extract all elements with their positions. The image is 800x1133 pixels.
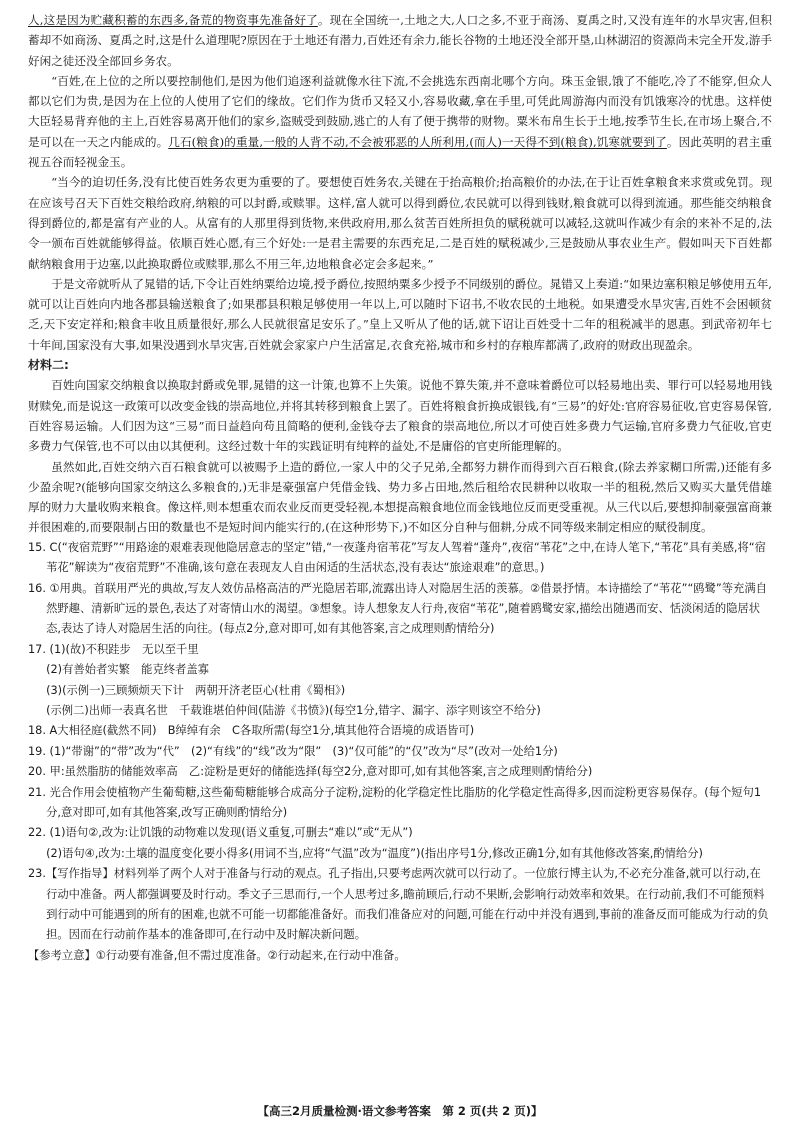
answer-23-reference-ideas: 【参考立意】①行动要有准备,但不需过度准备。②行动起来,在行动中准备。	[28, 948, 406, 962]
passage-paragraph: 于是文帝就听从了晁错的话,下令让百姓纳粟给边境,授予爵位,按照纳粟多少授予不同级别的爵位。晁错又上奏道:“如果边塞积粮足够使用五年,就可以让百姓向内地各郡县输送粮食了;如果郡县积粮足够使用一年以上,可以随时下诏书,不收农民的土地税。如果遭受水旱灾害,百姓不会困顿贫乏,天下安定祥和;粮食丰收且质量很好,那么人民就很富足安乐了。”皇上又听从了他的话,就下诏让百姓受十二年的租税减半的恩惠。到武帝初年七十年间,国家没有大事,如果没遇到水旱灾害,百姓就会家家户户生活富足,衣食充裕,城市和乡村的存粮库都满了,政府的财政出现盈余。	[28, 276, 772, 352]
answer-16: 16. ①用典。首联用严光的典故,写友人效仿品格高洁的严光隐居若耶,流露出诗人对隐居生活的羡慕。②借景抒情。本诗描绘了“苇花”“鸥鹭”等充满自然野趣、清新旷远的景色,表达了对寄情山水的渴望。③想象。诗人想象友人行舟,夜宿“苇花”,随着鸥鹭安家,描绘出随遇而安、恬淡闲适的隐居状态,表达了诗人对隐居生活的向往。(每点2分,意对即可,如有其他答案,言之成理则酌情给分)	[28, 581, 767, 636]
passage-paragraph: 百姓向国家交纳粮食以换取封爵或免罪,晁错的这一计策,也算不上失策。说他不算失策,并不意味着爵位可以轻易地出卖、罪行可以轻易地用钱财赎免,而是说这一政策可以改变金钱的崇高地位,并将其转移到粮食上罢了。百姓将粮食折换成银钱,有“三易”的好处:官府容易征收,官吏容易保管,百姓容易运输。人们因为这“三易”而日益趋向苟且简略的便利,金钱夺去了粮食的崇高地位,所以才可使百姓多费力气运输,官府多费力气征收,官吏多费力气保管,也不可以由以其便利。这经过数十年的实践证明有纯粹的益处,不是庸俗的官吏所能理解的。	[28, 378, 772, 454]
passage-paragraph: 虽然如此,百姓交纳六百石粮食就可以被赐予上造的爵位,一家人中的父子兄弟,全都努力耕作而得到六百石粮食,(除去养家糊口所需,)还能有多少盈余呢?(能够向国家交纳这么多粮食的,)无非是豪强富户凭借金钱、势力多占田地,然后租给农民耕种以收取一半的租税,然后又购买大量凭借雄厚的财力大量收购来粮食。像这样,则本想重农而农业反而更受轻视,本想提高粮食地位而金钱地位反而更受重视。从三代以后,要想抑制豪强富商兼并很困难的,而要限制占田的数量也不是短时间内能实行的,(在这种形势下,)不如区分自种与佃耕,分成不同等级来制定相应的赋役制度。	[28, 459, 772, 535]
answer-17-3: (3)(示例一)三顾频烦天下计 两朝开济老臣心(杜甫《蜀相》)	[46, 683, 346, 697]
answer-17-3-example: (示例二)出师一表真名世 千载谁堪伯仲间(陆游《书愤》)(每空1分,错字、漏字、添字则该空不给分)	[46, 703, 541, 717]
passage-paragraph: 人,这是因为贮藏积蓄的东西多,备荒的物资事先准备好了。现在全国统一,土地之大,人口之多,不亚于商汤、夏禹之时,又没有连年的水旱灾害,但积蓄却不如商汤、夏禹之时,这是什么道理呢?原因在于土地还有潜力,百姓还有余力,能长谷物的土地还没全部开垦,山林湖沼的资源尚未完全开发,游手好闲之徒还没全部回乡务农。	[28, 13, 773, 68]
answer-17-2: (2)有善始者实繁 能克终者盖寡	[46, 663, 209, 677]
answer-20: 20. 甲:虽然脂肪的储能效率高 乙:淀粉是更好的储能选择(每空2分,意对即可,如有其他答案,言之成理则酌情给分)	[28, 765, 593, 779]
underlined-sentence: 人,这是因为贮藏积蓄的东西多,备荒的物资事先准备好了	[28, 13, 318, 27]
answer-15: 15. C(“夜宿荒野”“用路途的艰难表现他隐居意志的坚定”错,“一夜蓬舟宿苇花”写友人驾着“蓬舟”,夜宿“苇花”之中,在诗人笔下,“苇花”具有美感,将“宿苇花”解读为“夜宿荒野”不准确,该句意在表现友人自由闲适的生活状态,没有表达“旅途艰难”的意思。)	[28, 540, 766, 575]
material-two-heading: 材料二:	[28, 358, 69, 373]
answer-key-page	[28, 10, 772, 966]
passage-paragraph: “百姓,在上位的之所以要控制他们,是因为他们追逐利益就像水往下流,不会挑选东西南北哪个方向。珠玉金银,饿了不能吃,冷了不能穿,但众人都以它们为贵,是因为在上位的人使用了它们的缘故。它们作为货币又轻又小,容易收藏,拿在手里,可凭此周游海内而没有饥饿寒冷的忧患。这样使大臣轻易背弃他的主上,百姓容易离开他们的家乡,盗贼受到鼓励,逃亡的人有了便于携带的财物。粟米布帛生长于土地,按季节生长,在市场上聚合,不是可以在一天之内能成的。几石(粮食)的重量,一般的人背不动,不会被邪恶的人所利用,(而人)一天得不到(粮食),饥寒就要到了。因此英明的君主重视五谷而轻视金玉。	[28, 73, 772, 170]
answer-19: 19. (1)“带谢”的“带”改为“代” (2)“有线”的“线”改为“限” (3)“仅可能”的“仅”改为“尽”(改对一处给1分)	[28, 744, 558, 758]
answer-17: 17. (1)(故)不积跬步 无以至千里	[28, 642, 199, 656]
passage-paragraph: “当今的迫切任务,没有比使百姓务农更为重要的了。要想使百姓务农,关键在于抬高粮价;抬高粮价的办法,在于让百姓拿粮食来求赏或免罚。现在应该号召天下百姓交粮给政府,纳粮的可以封爵,或赎罪。这样,富人就可以得到爵位,农民就可以得到钱财,粮食就可以得到流通。那些能交纳粮食得到爵位的,都是富有产业的人。从富有的人那里得到货物,来供政府用,那么贫苦百姓所担负的赋税就可以减轻,这就叫作减少有余的来补不足的,法令一颁布百姓就能够得益。依顺百姓心愿,有三个好处:一是君主需要的东西充足,二是百姓的赋税减少,三是鼓励从事农业生产。假如叫天下百姓都献纳粮食用于边塞,以此换取爵位或赎罪,那么不用三年,边地粮食必定会多起来。”	[28, 175, 772, 271]
answer-18: 18. A大相径庭(截然不同) B绰绰有余 C各取所需(每空1分,填其他符合语境的成语皆可)	[28, 724, 475, 738]
answer-21: 21. 光合作用会使植物产生葡萄糖,这些葡萄糖能够合成高分子淀粉,淀粉的化学稳定性比脂肪的化学稳定性高得多,因而淀粉更容易保存。(每个短句1分,意对即可,如有其他答案,改写正确则酌情给分)	[28, 785, 762, 819]
answer-23-writing-guide: 23.【写作指导】材料列举了两个人对于准备与行动的观点。孔子指出,只要考虑两次就可以行动了。一位旅行博主认为,不必充分准备,就可以行动,在行动中准备。两人都强调要及时行动。季文子三思而行,一个人思考过多,瞻前顾后,行动不果断,会影响行动效率和效果。在行动前,我们不可能预料到行动中可能遇到的所有的困难,也就不可能一切都能准备好。而我们准备应对的问题,可能在行动中并没有遇到,事前的准备反而可能成为行动的负担。因而在行动前作基本的准备即可,在行动中及时解决新问题。	[28, 867, 769, 942]
answer-22-2: (2)语句④,改为:土壤的温度变化要小得多(用词不当,应将“气温”改为“温度”)(指出序号1分,修改正确1分,如有其他修改答案,酌情给分)	[46, 846, 703, 860]
answer-22: 22. (1)语句②,改为:让饥饿的动物难以发现(语义重复,可删去“难以”或“无从”)	[28, 826, 413, 840]
page-footer: 【高三2月质量检测·语文参考答案 第 2 页(共 2 页)】	[257, 1104, 543, 1118]
underlined-sentence: 几石(粮食)的重量,一般的人背不动,不会被邪恶的人所利用,(而人)一天得不到(粮食),饥寒就要到了	[168, 134, 667, 149]
